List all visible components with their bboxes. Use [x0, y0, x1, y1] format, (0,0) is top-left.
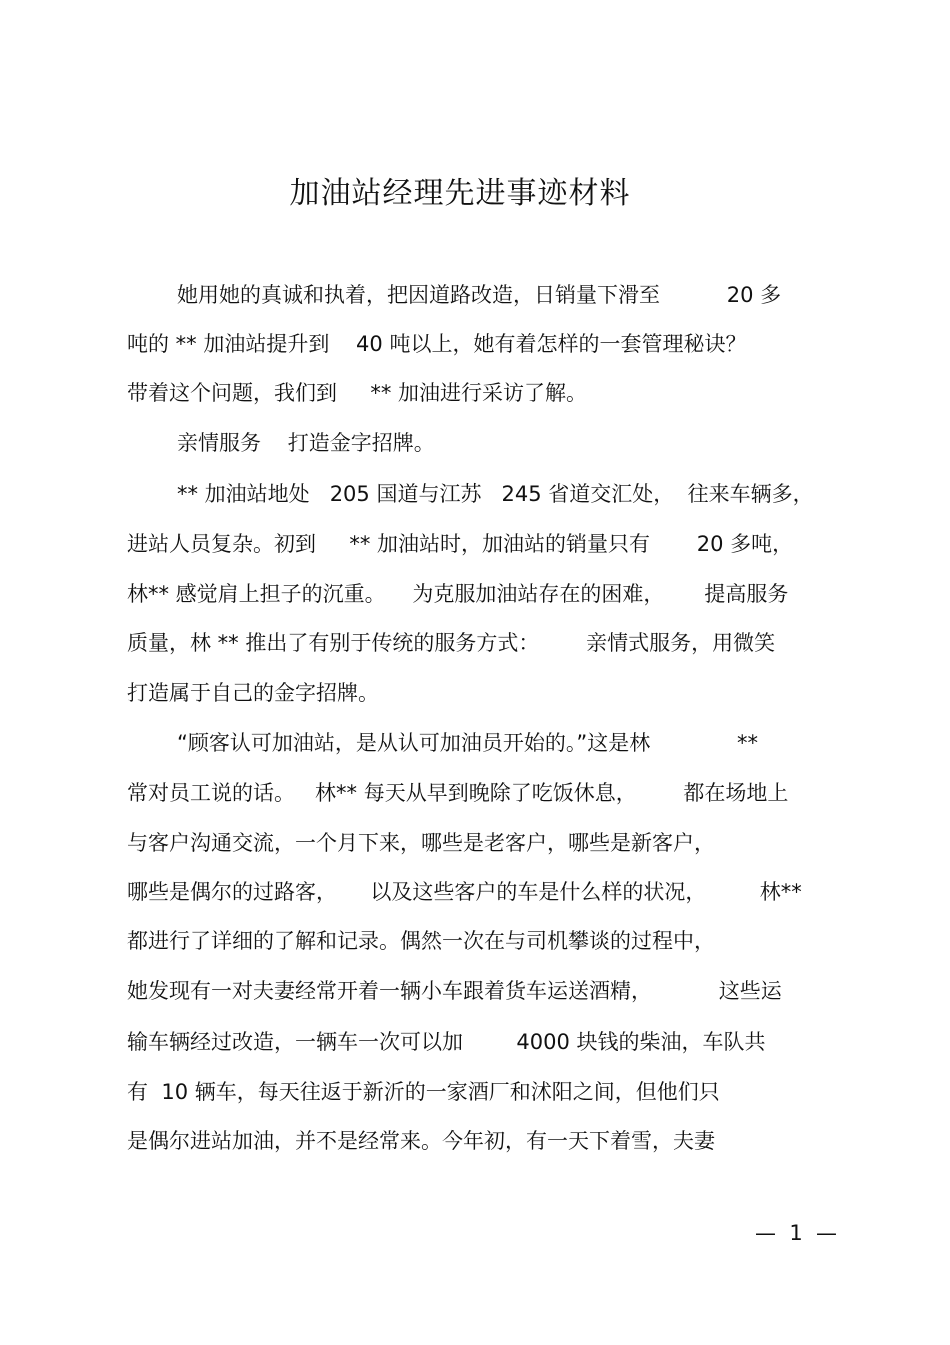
paragraph-line: 打造属于自己的金字招牌。 [127, 681, 379, 705]
paragraph-line: 常对员工说的话。 林** 每天从早到晚除了吃饭休息， 都在场地上 [127, 781, 789, 805]
paragraph-line: 哪些是偶尔的过路客， 以及这些客户的车是什么样的状况， 林** [127, 880, 802, 904]
paragraph-line: 是偶尔进站加油，并不是经常来。今年初，有一天下着雪，夫妻 [127, 1129, 715, 1153]
paragraph-line: 都进行了详细的了解和记录。偶然一次在与司机攀谈的过程中， [127, 929, 715, 953]
paragraph-line: ** 加油站地处 205 国道与江苏 245 省道交汇处， 往来车辆多， [177, 482, 814, 506]
paragraph-line: 有 10 辆车，每天往返于新沂的一家酒厂和沭阳之间，但他们只 [127, 1080, 720, 1104]
paragraph-line: “顾客认可加油站，是从认可加油员开始的。”这是林 ** [177, 731, 759, 755]
paragraph-line: 与客户沟通交流，一个月下来，哪些是老客户，哪些是新客户， [127, 831, 715, 855]
document-title: 加油站经理先进事迹材料 [289, 176, 631, 211]
paragraph-line: 她发现有一对夫妻经常开着一辆小车跟着货车运送酒精， 这些运 [127, 979, 782, 1003]
page-number: — 1 — [755, 1221, 838, 1245]
paragraph-line: 林** 感觉肩上担子的沉重。 为克服加油站存在的困难， 提高服务 [127, 582, 789, 606]
paragraph-line: 质量，林 ** 推出了有别于传统的服务方式： 亲情式服务，用微笑 [127, 631, 776, 655]
paragraph-line: 进站人员复杂。初到 ** 加油站时，加油站的销量只有 20 多吨， [127, 532, 794, 556]
paragraph-line: 她用她的真诚和执着，把因道路改造，日销量下滑至 20 多 [177, 283, 782, 307]
paragraph-line: 吨的 ** 加油站提升到 40 吨以上，她有着怎样的一套管理秘诀？ [127, 332, 747, 356]
paragraph-line: 输车辆经过改造，一辆车一次可以加 4000 块钱的柴油，车队共 [127, 1030, 766, 1054]
paragraph-line: 带着这个问题，我们到 ** 加油进行采访了解。 [127, 381, 588, 405]
section-heading: 亲情服务 打造金字招牌。 [177, 431, 435, 455]
